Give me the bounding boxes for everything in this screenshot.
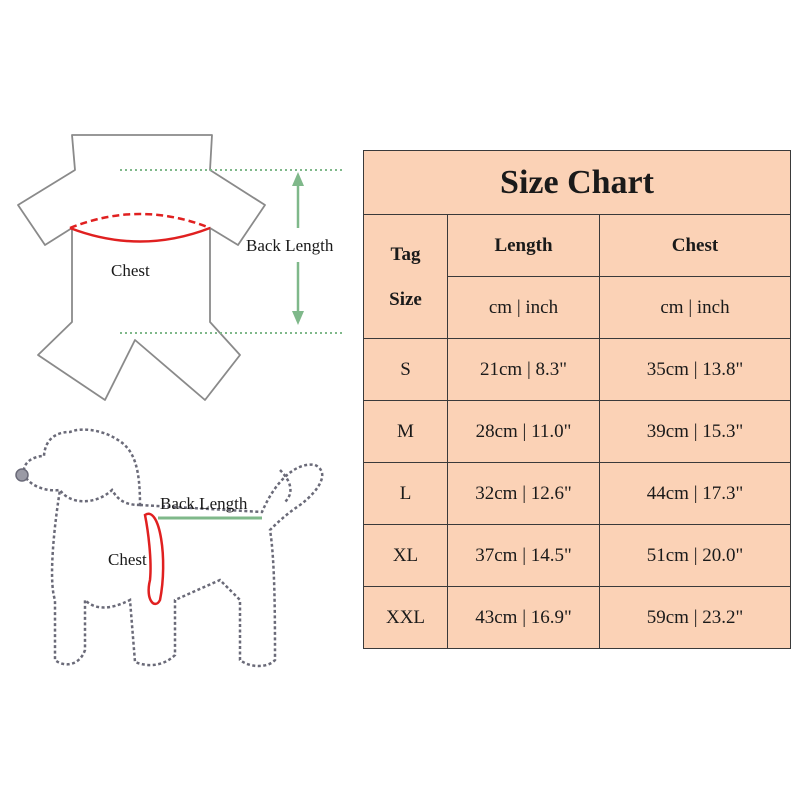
length-cell: 32cm | 12.6" (448, 463, 600, 525)
size-chart-title: Size Chart (364, 151, 791, 215)
tag-header-line2: Size (389, 288, 422, 310)
chest-cell: 59cm | 23.2" (600, 587, 791, 649)
diagram-drawing (0, 0, 360, 800)
chest-cell: 39cm | 15.3" (600, 401, 791, 463)
chest-cell: 51cm | 20.0" (600, 525, 791, 587)
chest-header: Chest (600, 215, 791, 277)
chest-cell: 35cm | 13.8" (600, 339, 791, 401)
dog-nose-icon (16, 469, 28, 481)
length-unit-header: cm | inch (448, 277, 600, 339)
size-cell: XXL (364, 587, 448, 649)
dog-chest-label: Chest (108, 550, 147, 569)
table-row (364, 525, 791, 587)
shirt-back-length-label: Back Length (246, 236, 334, 255)
chest-cell: 44cm | 17.3" (600, 463, 791, 525)
table-row (364, 587, 791, 649)
size-cell: S (364, 339, 448, 401)
length-cell: 28cm | 11.0" (448, 401, 600, 463)
table-row (364, 463, 791, 525)
table-row (364, 339, 791, 401)
tag-size-header (364, 215, 448, 339)
length-cell: 43cm | 16.9" (448, 587, 600, 649)
length-cell: 21cm | 8.3" (448, 339, 600, 401)
table-row (364, 401, 791, 463)
measurement-diagram (0, 0, 360, 800)
dog-chest-outline (145, 514, 163, 604)
dog-outline (24, 430, 322, 666)
size-cell: XL (364, 525, 448, 587)
dog-back-length-label: Back Length (160, 494, 248, 513)
chest-unit-header: cm | inch (600, 277, 791, 339)
length-header: Length (448, 215, 600, 277)
size-cell: L (364, 463, 448, 525)
tag-header-line1: Tag (390, 243, 421, 265)
size-cell: M (364, 401, 448, 463)
length-cell: 37cm | 14.5" (448, 525, 600, 587)
shirt-chest-label: Chest (111, 261, 150, 280)
size-chart-table (363, 150, 791, 649)
